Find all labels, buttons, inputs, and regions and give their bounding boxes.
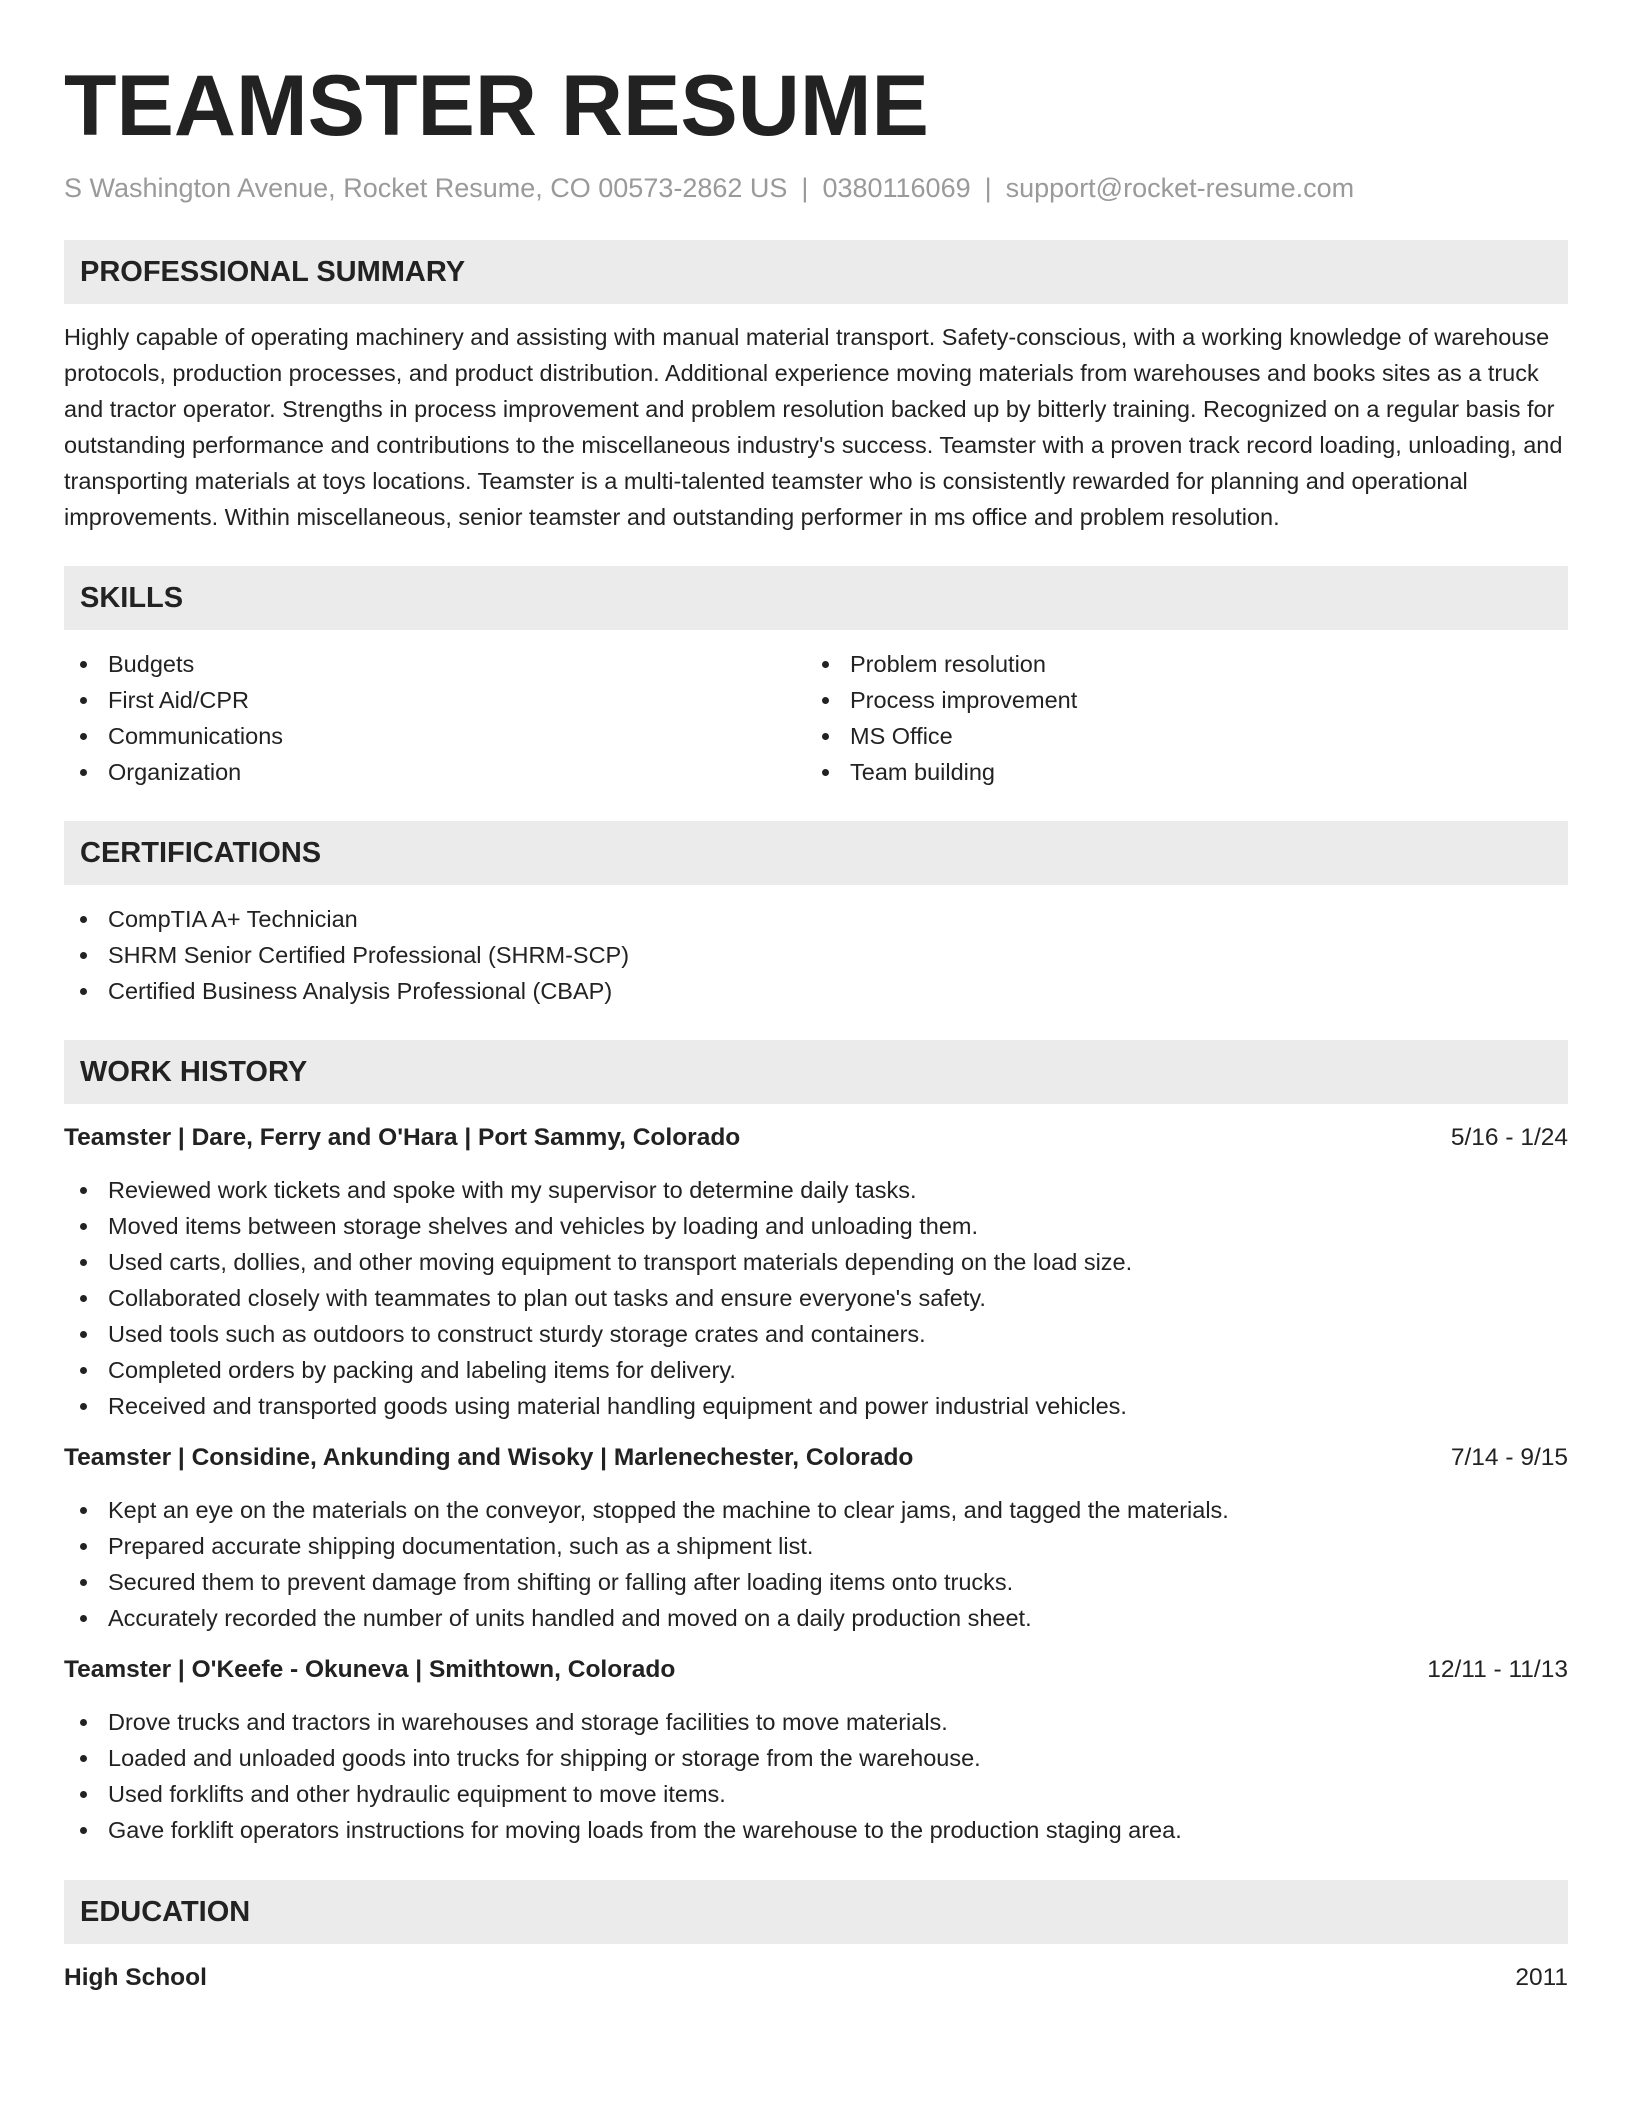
skill-item: Organization: [64, 754, 806, 790]
job-entry: [64, 1120, 1568, 1424]
job-entry: [64, 1652, 1568, 1848]
job-bullet: Prepared accurate shipping documentation, such as a shipment list.: [64, 1528, 1568, 1564]
job-bullet: Completed orders by packing and labeling items for delivery.: [64, 1352, 1568, 1388]
skill-item: Problem resolution: [806, 646, 1548, 682]
contact-email: support@rocket-resume.com: [1005, 173, 1355, 203]
resume-page: [64, 0, 1568, 1996]
skills-column-right: [806, 646, 1548, 790]
job-bullet: Drove trucks and tractors in warehouses and storage facilities to move materials.: [64, 1704, 1568, 1740]
job-title: Teamster | O'Keefe - Okuneva | Smithtown, Colorado: [64, 1656, 676, 1683]
job-bullet: Used forklifts and other hydraulic equipment to move items.: [64, 1776, 1568, 1812]
job-bullet: Reviewed work tickets and spoke with my supervisor to determine daily tasks.: [64, 1172, 1568, 1208]
job-title: Teamster | Dare, Ferry and O'Hara | Port Sammy, Colorado: [64, 1124, 741, 1151]
job-bullet: Loaded and unloaded goods into trucks for shipping or storage from the warehouse.: [64, 1740, 1568, 1776]
job-bullet: Gave forklift operators instructions for moving loads from the warehouse to the production staging area.: [64, 1812, 1568, 1848]
job-bullet: Accurately recorded the number of units handled and moved on a daily production sheet.: [64, 1600, 1568, 1636]
job-title: Teamster | Considine, Ankunding and Wisoky | Marlenechester, Colorado: [64, 1444, 914, 1471]
skill-item: First Aid/CPR: [64, 682, 806, 718]
job-bullets: [64, 1704, 1568, 1848]
job-bullets: [64, 1172, 1568, 1424]
skills-list: [64, 646, 1568, 790]
education-year: 2011: [1515, 1964, 1568, 1991]
section-heading-work-history: WORK HISTORY: [64, 1040, 1568, 1104]
job-header: [64, 1120, 1568, 1156]
skill-item: Communications: [64, 718, 806, 754]
certification-item: CompTIA A+ Technician: [64, 901, 1568, 937]
skill-item: Team building: [806, 754, 1548, 790]
job-bullet: Kept an eye on the materials on the conveyor, stopped the machine to clear jams, and tagged the materials.: [64, 1492, 1568, 1528]
skill-item: Process improvement: [806, 682, 1548, 718]
job-bullet: Used carts, dollies, and other moving equipment to transport materials depending on the load size.: [64, 1244, 1568, 1280]
education-degree: High School: [64, 1964, 207, 1991]
job-dates: 7/14 - 9/15: [1450, 1444, 1568, 1471]
contact-phone: 0380116069: [822, 173, 971, 203]
skills-column-left: [64, 646, 806, 790]
job-entry: [64, 1440, 1568, 1636]
education-entry: [64, 1960, 1568, 1996]
job-bullet: Used tools such as outdoors to construct sturdy storage crates and containers.: [64, 1316, 1568, 1352]
contact-address: S Washington Avenue, Rocket Resume, CO 00573-2862 US: [64, 173, 788, 203]
job-bullet: Received and transported goods using material handling equipment and power industrial vehicles.: [64, 1388, 1568, 1424]
job-header: [64, 1652, 1568, 1688]
contact-separator: |: [984, 173, 992, 203]
job-dates: 12/11 - 11/13: [1427, 1656, 1568, 1683]
summary-text: Highly capable of operating machinery and assisting with manual material transport. Safety-conscious, with a working knowledge of warehouse protocols, production processes, and product distribution. Additional experience moving materials from warehouses and books sites as a truck and tractor operator. Strengths in process improvement and problem resolution backed up by bitterly training. Recognized on a regular basis for outstanding performance and contributions to the miscellaneous industry's success. Teamster with a proven track record loading, unloading, and transporting materials at toys locations. Teamster is a multi-talented teamster who is consistently rewarded for planning and operational improvements. Within miscellaneous, senior teamster and outstanding performer in ms office and problem resolution.: [64, 324, 1563, 530]
section-heading-summary: PROFESSIONAL SUMMARY: [64, 240, 1568, 304]
section-heading-skills: SKILLS: [64, 566, 1568, 630]
job-dates: 5/16 - 1/24: [1450, 1124, 1568, 1151]
job-header: [64, 1440, 1568, 1476]
contact-separator: |: [801, 173, 809, 203]
skill-item: Budgets: [64, 646, 806, 682]
job-bullet: Collaborated closely with teammates to plan out tasks and ensure everyone's safety.: [64, 1280, 1568, 1316]
job-bullets: [64, 1492, 1568, 1636]
job-bullet: Secured them to prevent damage from shifting or falling after loading items onto trucks.: [64, 1564, 1568, 1600]
resume-title: TEAMSTER RESUME: [64, 58, 929, 154]
certification-item: Certified Business Analysis Professional (CBAP): [64, 973, 1568, 1009]
section-heading-certifications: CERTIFICATIONS: [64, 821, 1568, 885]
contact-line: [64, 170, 1568, 206]
section-heading-education: EDUCATION: [64, 1880, 1568, 1944]
certification-item: SHRM Senior Certified Professional (SHRM-SCP): [64, 937, 1568, 973]
certifications-list: [64, 901, 1568, 1009]
skill-item: MS Office: [806, 718, 1548, 754]
job-bullet: Moved items between storage shelves and vehicles by loading and unloading them.: [64, 1208, 1568, 1244]
